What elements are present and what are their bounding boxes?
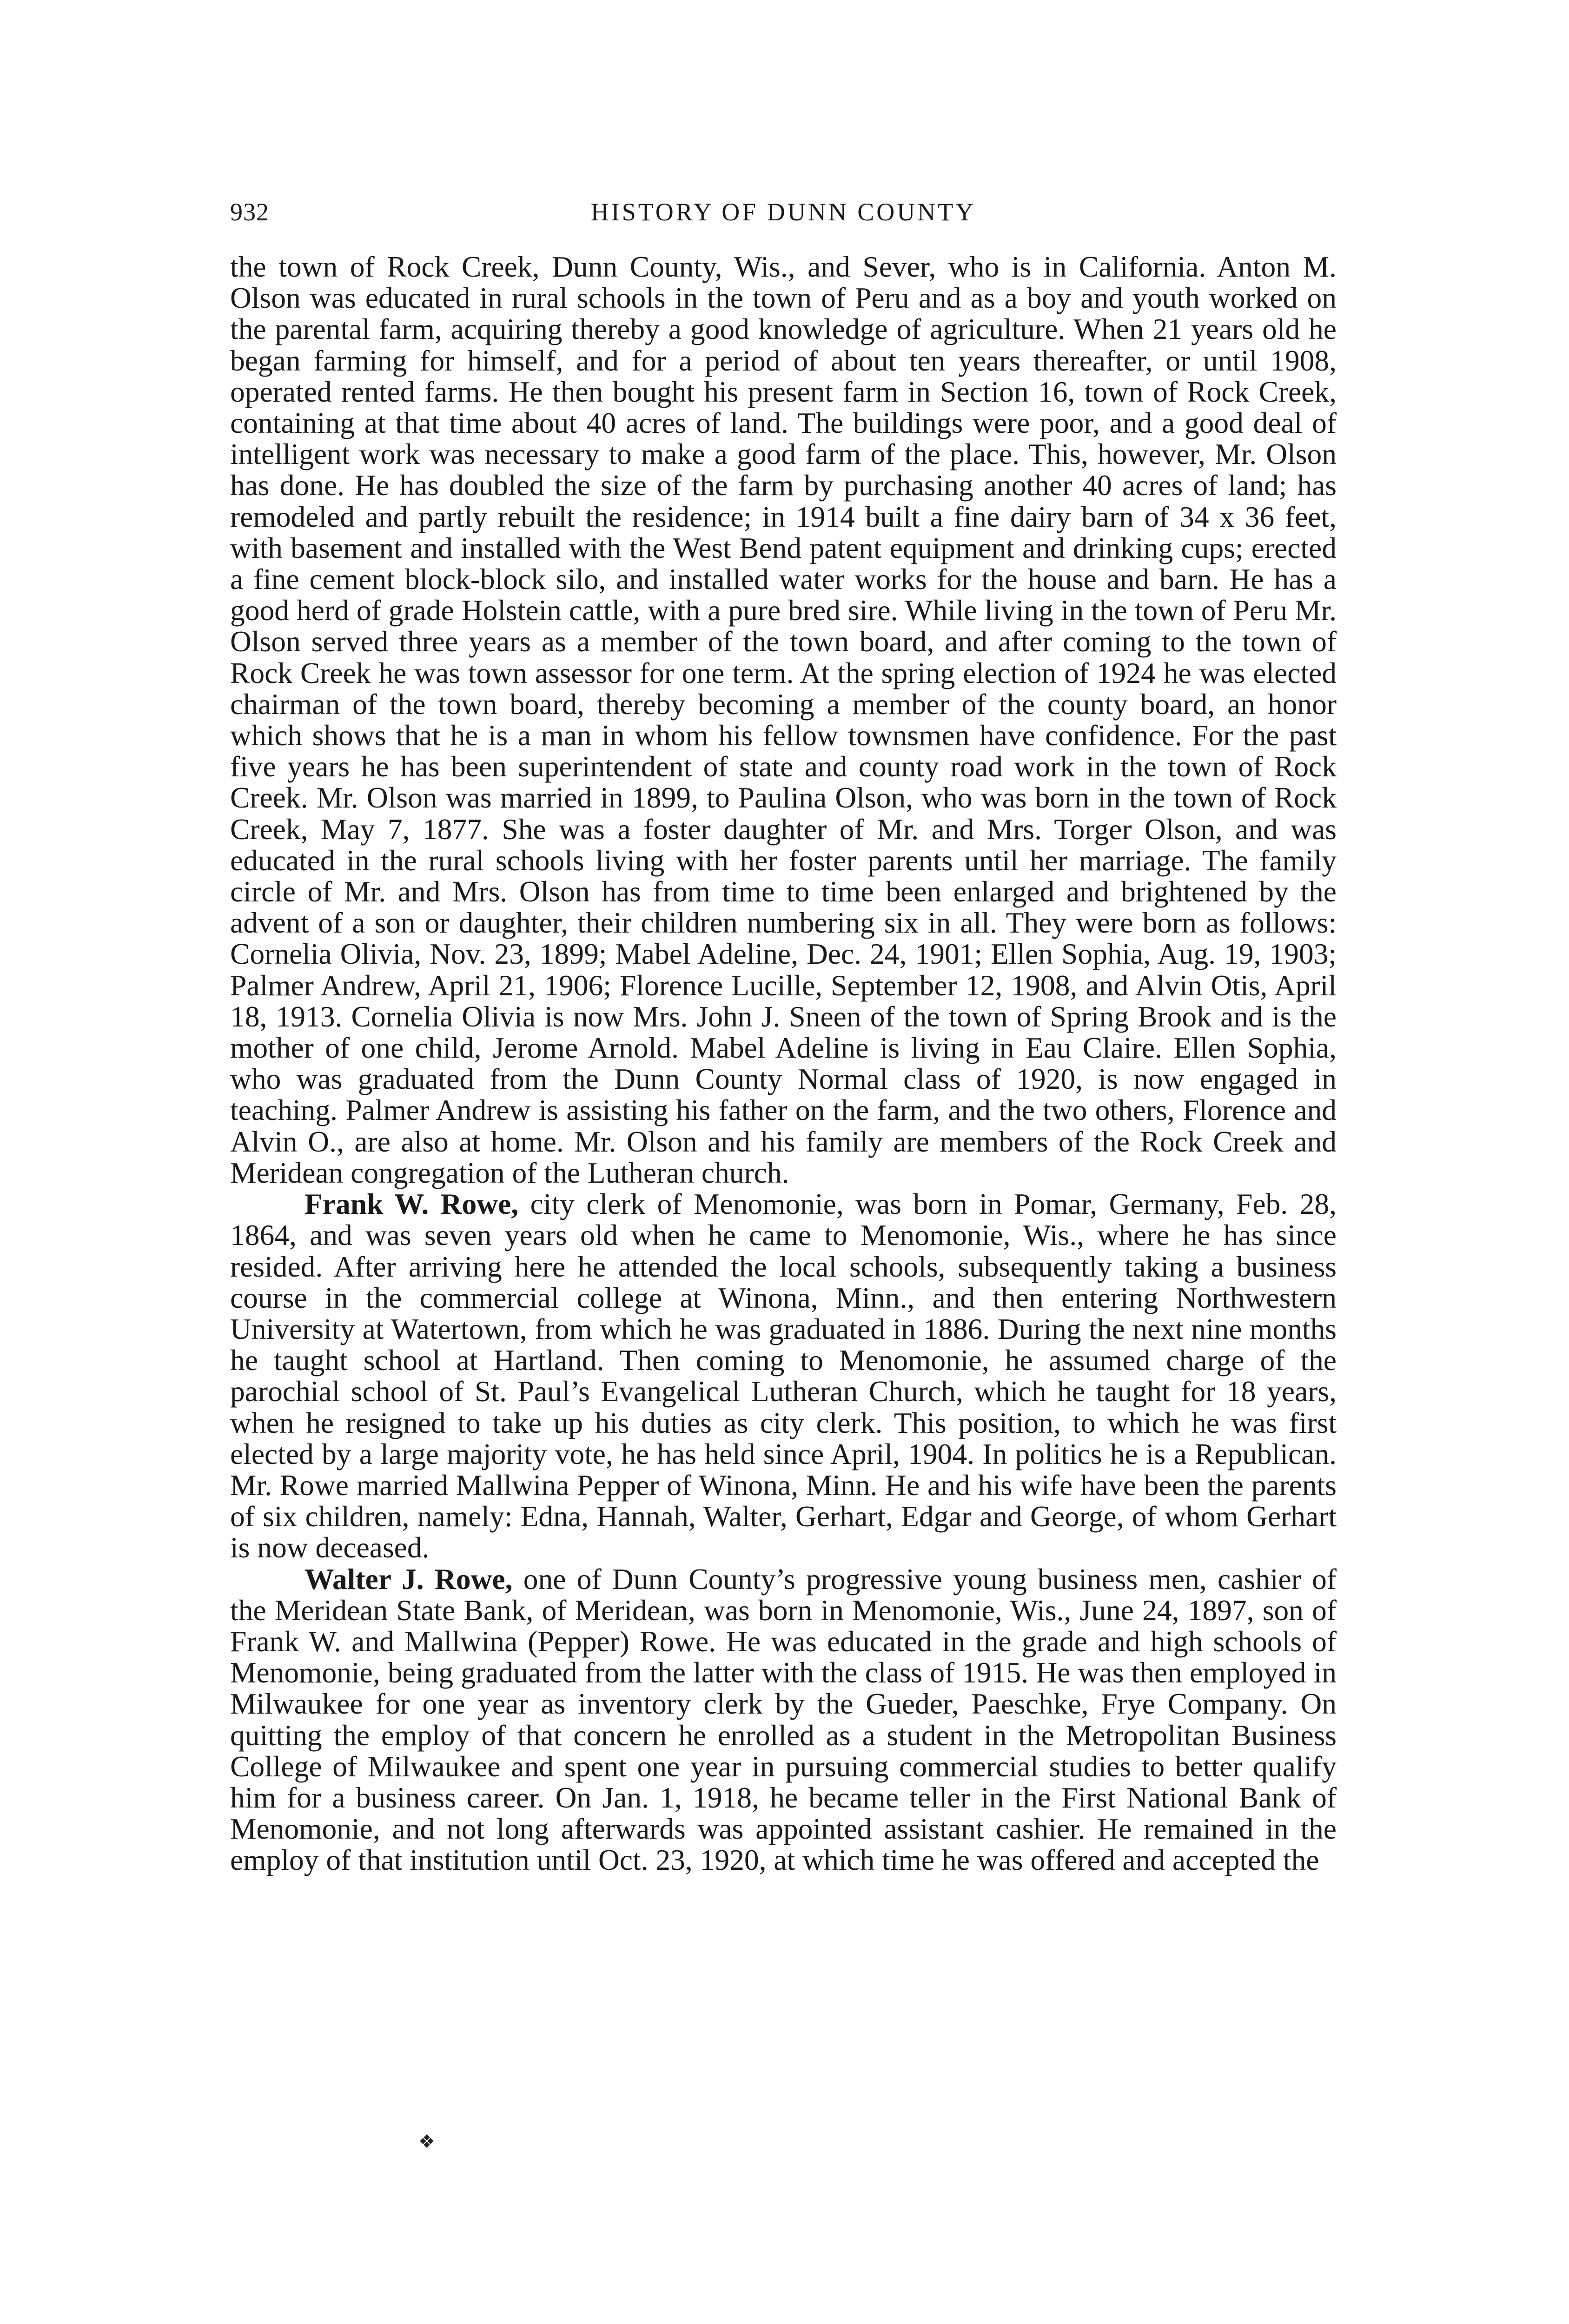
biography-subject-name: Walter J. Rowe, — [305, 1562, 513, 1596]
paragraph-walter-j-rowe — [230, 1563, 1337, 1876]
paragraph-frank-w-rowe — [230, 1188, 1337, 1563]
biography-subject-name: Frank W. Rowe, — [305, 1187, 519, 1221]
paragraph-olson-continued — [230, 251, 1337, 1188]
paragraph-text: city clerk of Menomonie, was born in Pomar, Germany, Feb. 28, 1864, and was seven years old when he came to Menomonie, Wis., where he has since resided. After arriving here he attended the local schools, subsequently taking a business course in the commercial college at Winona, Minn., and then entering Northwestern University at Watertown, from which he was graduated in 1886. During the next nine months he taught school at Hartland. Then coming to Menomonie, he assumed charge of the parochial school of St. Paul’s Evangelical Lutheran Church, which he taught for 18 years, when he resigned to take up his duties as city clerk. This position, to which he was first elected by a large majority vote, he has held since April, 1904. In politics he is a Republican. Mr. Rowe married Mallwina Pepper of Winona, Minn. He and his wife have been the parents of six children, namely: Edna, Hannah, Walter, Gerhart, Edgar and George, of whom Gerhart is now deceased. — [230, 1187, 1337, 1564]
paragraph-text: the town of Rock Creek, Dunn County, Wis., and Sever, who is in California. Anton M. Olson was educated in rural schools in the town of Peru and as a boy and youth worked on the parental farm, acquiring thereby a good knowledge of agriculture. When 21 years old he began farming for himself, and for a period of about ten years thereafter, or until 1908, operated rented farms. He then bought his present farm in Section 16, town of Rock Creek, containing at that time about 40 acres of land. The buildings were poor, and a good deal of intelligent work was necessary to make a good farm of the place. This, however, Mr. Olson has done. He has doubled the size of the farm by purchasing another 40 acres of land; has remodeled and partly rebuilt the residence; in 1914 built a fine dairy barn of 34 x 36 feet, with basement and installed with the West Bend patent equipment and drinking cups; erected a fine cement block-block silo, and installed water works for the house and barn. He has a good herd of grade Holstein cattle, with a pure bred sire. While living in the town of Peru Mr. Olson served three years as a member of the town board, and after coming to the town of Rock Creek he was town assessor for one term. At the spring election of 1924 he was elected chairman of the town board, thereby becoming a member of the county board, an honor which shows that he is a man in whom his fellow townsmen have confidence. For the past five years he has been superintendent of state and county road work in the town of Rock Creek. Mr. Olson was married in 1899, to Paulina Olson, who was born in the town of Rock Creek, May 7, 1877. She was a foster daughter of Mr. and Mrs. Torger Olson, and was educated in the rural schools living with her foster parents until her marriage. The family circle of Mr. and Mrs. Olson has from time to time been enlarged and brightened by the advent of a son or daughter, their children numbering six in all. They were born as follows: Cornelia Olivia, Nov. 23, 1899; Mabel Adeline, Dec. 24, 1901; Ellen Sophia, Aug. 19, 1903; Palmer Andrew, April 21, 1906; Florence Lucille, September 12, 1908, and Alvin Otis, April 18, 1913. Cornelia Olivia is now Mrs. John J. Sneen of the town of Spring Brook and is the mother of one child, Jerome Arnold. Mabel Adeline is living in Eau Claire. Ellen Sophia, who was graduated from the Dunn County Normal class of 1920, is now engaged in teaching. Palmer Andrew is assisting his father on the farm, and the two others, Florence and Alvin O., are also at home. Mr. Olson and his family are members of the Rock Creek and Meridean congregation of the Lutheran church. — [230, 250, 1337, 1189]
running-head: HISTORY OF DUNN COUNTY — [590, 198, 976, 226]
printer-mark-icon: ❖ — [418, 2131, 435, 2152]
paragraph-text: one of Dunn County’s progressive young business men, cashier of the Meridean State Bank, of Meridean, was born in Menomonie, Wis., June 24, 1897, son of Frank W. and Mallwina (Pepper) Rowe. He was educated in the grade and high schools of Menomonie, being graduated from the latter with the class of 1915. He was then employed in Milwaukee for one year as inventory clerk by the Gueder, Paeschke, Frye Company. On quitting the employ of that concern he enrolled as a student in the Metropolitan Business College of Milwaukee and spent one year in pursuing commercial studies to better qualify him for a business career. On Jan. 1, 1918, he became teller in the First National Bank of Menomonie, and not long afterwards was appointed assistant cashier. He remained in the employ of that institution until Oct. 23, 1920, at which time he was offered and accepted the — [230, 1562, 1337, 1877]
page-header — [230, 198, 1337, 235]
body-text — [230, 251, 1337, 1876]
page-number: 932 — [230, 198, 269, 226]
